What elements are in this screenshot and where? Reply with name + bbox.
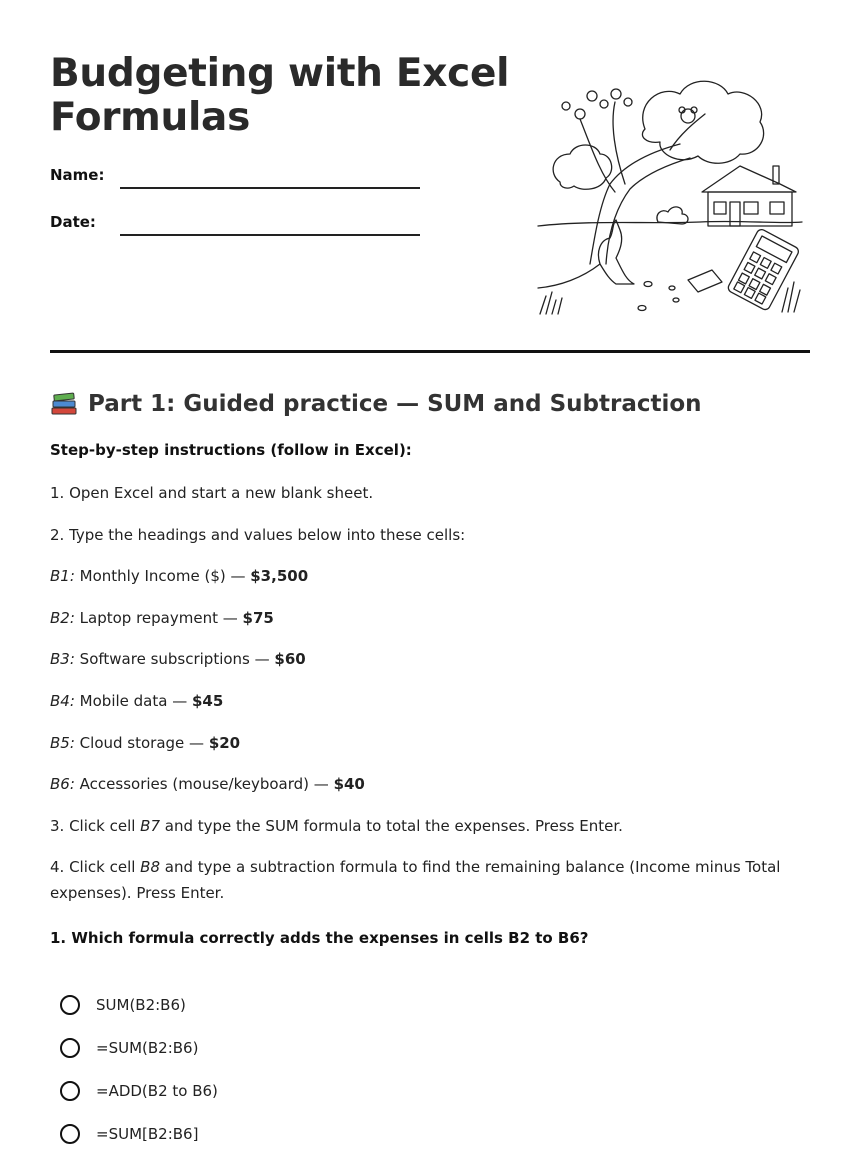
kangaroo [598,220,634,284]
step-3-post: and type the SUM formula to total the expenses. Press Enter. [160,817,623,835]
cell-value: $60 [274,650,306,668]
cell-value: $45 [191,692,224,710]
option-d[interactable] [60,1121,198,1147]
cell-label: Mobile data — [79,692,192,710]
option-c[interactable] [60,1078,218,1104]
books-icon [50,391,78,417]
step-4-post: and type a subtraction formula to find the remaining balance (Income minus Total expenses). Press Enter. [50,858,781,902]
option-b[interactable] [60,1035,198,1061]
radio-button[interactable] [60,1038,80,1058]
step-2: 2. Type the headings and values below into these cells: [50,526,466,544]
cell-row-b3 [50,646,820,672]
radio-button[interactable] [60,995,80,1015]
house-roof [702,166,796,192]
cell-label: Monthly Income ($) — [79,567,251,585]
step-3-cell: B7 [140,817,161,835]
cell-row-b5 [50,730,820,756]
date-line[interactable] [120,234,420,236]
cell-ref: B4: [50,692,75,710]
cell-ref: B2: [50,609,75,627]
cell-label: Accessories (mouse/keyboard) — [79,775,334,793]
step-1: 1. Open Excel and start a new blank sheet. [50,484,374,502]
cell-ref: B5: [50,734,75,752]
cell-row-b6 [50,771,820,797]
tree-canopy [642,81,763,163]
outback-illustration [530,74,810,322]
ground-line [538,221,802,226]
cell-value: $20 [208,734,241,752]
name-label: Name: [50,166,105,184]
radio-button[interactable] [60,1124,80,1144]
cell-row-b2 [50,605,820,631]
cell-ref: B3: [50,650,75,668]
cell-ref: B1: [50,567,75,585]
option-label: SUM(B2:B6) [96,996,186,1014]
cell-value: $40 [333,775,365,793]
cell-label: Cloud storage — [79,734,209,752]
option-label: =ADD(B2 to B6) [96,1082,218,1100]
cell-label: Software subscriptions — [79,650,275,668]
step-4-cell: B8 [140,858,161,876]
radio-button[interactable] [60,1081,80,1101]
option-label: =SUM[B2:B6] [96,1125,199,1143]
section-divider [50,350,810,353]
option-label: =SUM(B2:B6) [96,1039,199,1057]
cell-value: $3,500 [250,567,309,585]
part1-heading-text: Part 1: Guided practice — SUM and Subtraction [88,391,702,417]
cell-row-b4 [50,688,820,714]
tree-trunk [590,144,680,264]
cell-row-b1 [50,563,820,589]
name-line[interactable] [120,187,420,189]
page-title: Budgeting with Excel Formulas [50,51,510,140]
step-4 [50,854,820,906]
cell-ref: B6: [50,775,75,793]
option-a[interactable] [60,992,186,1018]
step-4-pre: 4. Click cell [50,858,141,876]
instructions-heading: Step-by-step instructions (follow in Excel): [50,441,412,459]
cell-value: $75 [242,609,274,627]
step-3 [50,813,820,839]
cell-label: Laptop repayment — [79,609,243,627]
calculator [727,228,800,311]
step-3-pre: 3. Click cell [50,817,141,835]
part1-heading [50,388,702,420]
question-1: 1. Which formula correctly adds the expenses in cells B2 to B6? [50,929,589,947]
tree-canopy-left [553,145,612,189]
date-label: Date: [50,213,96,231]
